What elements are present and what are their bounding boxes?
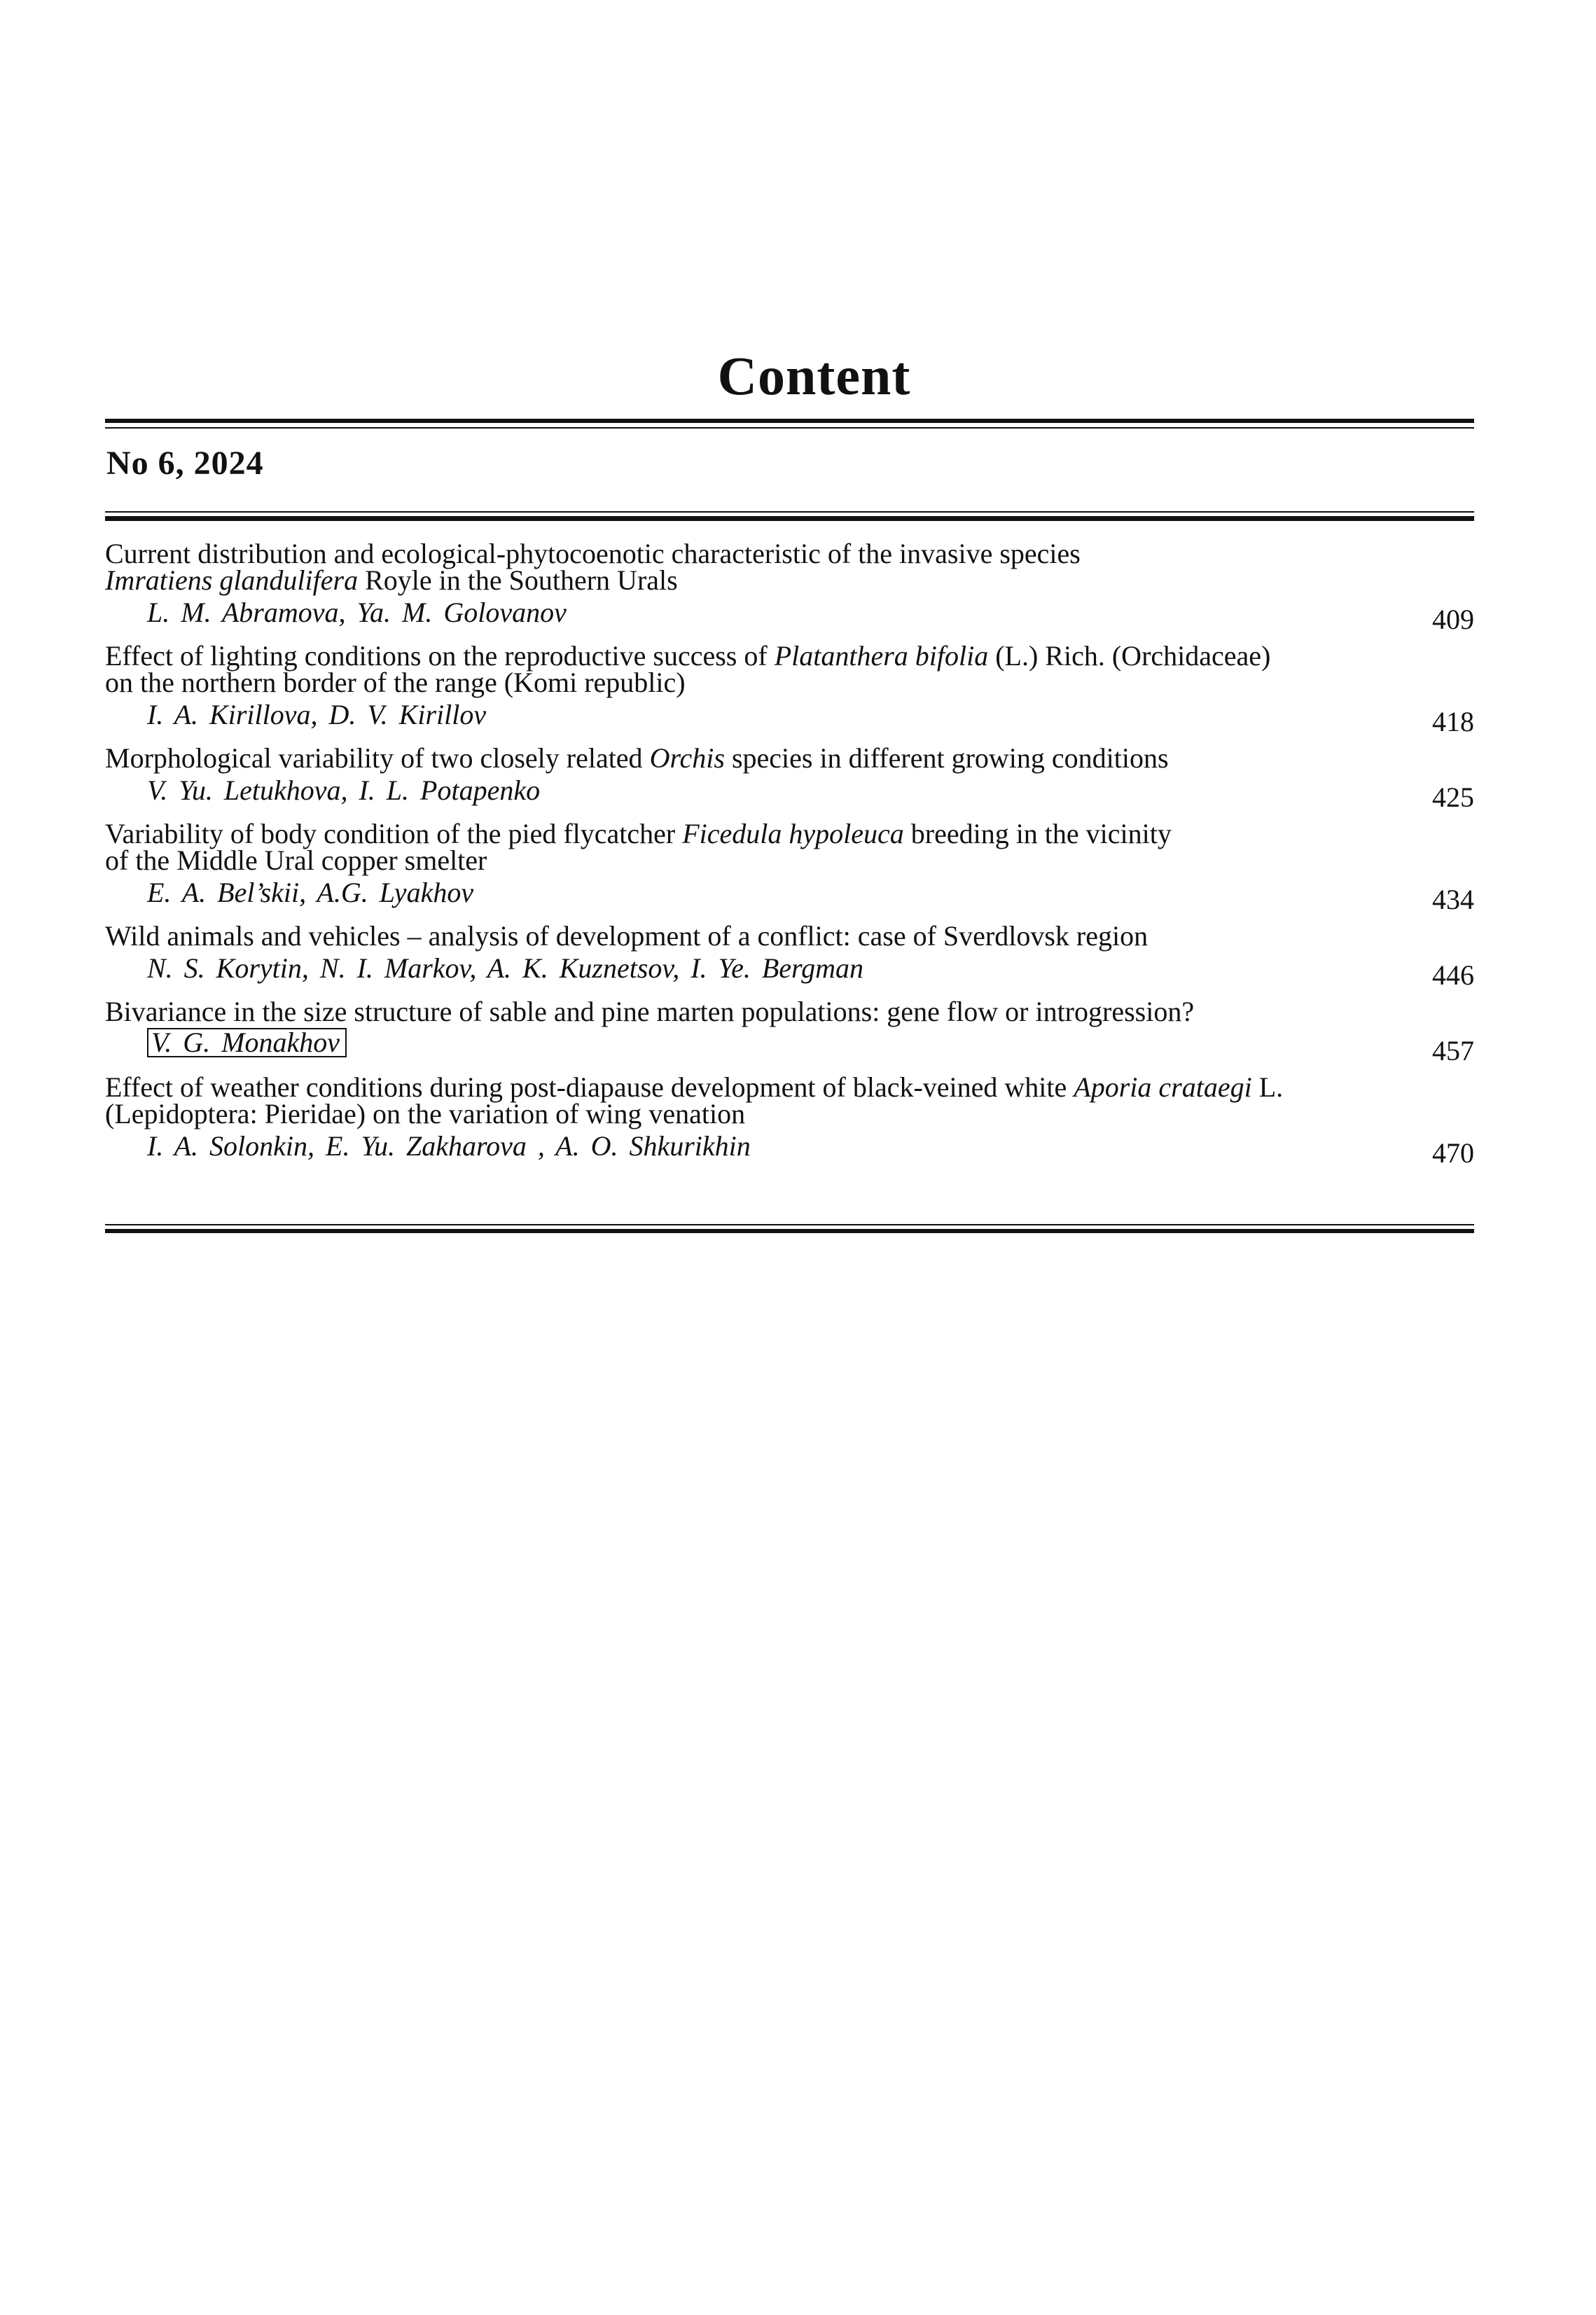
page-number: 446 xyxy=(1432,959,1474,991)
article-authors: I. A. Solonkin, E. Yu. Zakharova , A. O. Shkurikhin xyxy=(147,1130,751,1162)
article-title-line xyxy=(105,818,1408,849)
toc-entry xyxy=(105,538,1474,635)
title-text: Effect of lighting conditions on the reproductive success of xyxy=(105,640,775,672)
article-authors: L. M. Abramova, Ya. M. Golovanov xyxy=(147,597,567,628)
title-text: Bivariance in the size structure of sable and pine marten populations: gene flow or introgression? xyxy=(105,996,1195,1027)
authors-row xyxy=(105,1127,1474,1169)
article-title-line xyxy=(105,564,1408,596)
article-title-line xyxy=(105,1098,1408,1129)
species-name: Imratiens glandulifera xyxy=(105,564,359,596)
issue-label: No 6, 2024 xyxy=(106,445,264,482)
title-text: Effect of weather conditions during post-diapause development of black-veined white xyxy=(105,1071,1074,1103)
species-name: Platanthera bifolia xyxy=(774,640,989,672)
article-title-line xyxy=(105,669,1408,696)
title-text: breeding in the vicinity xyxy=(903,818,1172,849)
article-title-line xyxy=(105,844,1408,876)
footer-rule-thick xyxy=(105,1229,1474,1233)
authors-row xyxy=(105,874,1474,915)
header-rule-thick xyxy=(105,516,1474,521)
toc-entry xyxy=(105,818,1474,915)
title-text: on the northern border of the range (Komi republic) xyxy=(105,667,686,698)
footer-rule-thin xyxy=(105,1224,1474,1225)
article-authors: N. S. Korytin, N. I. Markov, A. K. Kuznetsov, I. Ye. Bergman xyxy=(147,952,863,984)
article-title-line xyxy=(105,920,1408,952)
title-text: Morphological variability of two closely related xyxy=(105,742,650,774)
authors-row xyxy=(105,696,1474,737)
page-number: 418 xyxy=(1432,706,1474,737)
article-title-line xyxy=(105,996,1408,1027)
authors-row xyxy=(105,1025,1474,1066)
toc-entry xyxy=(105,996,1474,1066)
title-text: (Lepidoptera: Pieridae) on the variation of wing venation xyxy=(105,1098,746,1129)
title-rule-thick xyxy=(105,419,1474,423)
species-name: Orchis xyxy=(649,742,725,774)
toc-entry xyxy=(105,742,1474,813)
toc-entry xyxy=(105,1071,1474,1169)
page-number: 409 xyxy=(1432,604,1474,635)
authors-row xyxy=(105,950,1474,991)
page-number: 434 xyxy=(1432,884,1474,915)
page-title: Content xyxy=(717,345,911,406)
title-text: Royle in the Southern Urals xyxy=(358,564,678,596)
article-title-line xyxy=(105,1071,1408,1103)
title-text: L. xyxy=(1251,1071,1284,1103)
article-authors: V. Yu. Letukhova, I. L. Potapenko xyxy=(147,774,541,806)
toc-entry xyxy=(105,920,1474,991)
title-text: Current distribution and ecological-phytocoenotic characteristic of the invasive species xyxy=(105,538,1081,569)
article-title-line xyxy=(105,742,1408,774)
title-text: of the Middle Ural copper smelter xyxy=(105,844,487,876)
toc-entry xyxy=(105,640,1474,737)
title-text: (L.) Rich. (Orchidaceae) xyxy=(988,640,1271,672)
authors-row xyxy=(105,772,1474,813)
article-title-line xyxy=(105,538,1408,569)
article-authors: E. A. Bel’skii, A.G. Lyakhov xyxy=(147,877,474,908)
article-authors: I. A. Kirillova, D. V. Kirillov xyxy=(147,699,487,730)
page-number: 425 xyxy=(1432,781,1474,813)
title-text: species in different growing conditions xyxy=(724,742,1169,774)
header-rule-thin xyxy=(105,511,1474,513)
species-name: Ficedula hypoleuca xyxy=(682,818,904,849)
title-text: Wild animals and vehicles – analysis of development of a conflict: case of Sverdlovsk region xyxy=(105,920,1149,952)
title-text: Variability of body condition of the pied flycatcher xyxy=(105,818,683,849)
title-rule-thin xyxy=(105,427,1474,429)
authors-row xyxy=(105,594,1474,635)
table-of-contents xyxy=(105,538,1474,1176)
page-number: 457 xyxy=(1432,1035,1474,1066)
species-name: Aporia crataegi xyxy=(1074,1071,1252,1103)
article-title-line xyxy=(105,640,1408,672)
article-authors: V. G. Monakhov xyxy=(147,1028,347,1057)
page-number: 470 xyxy=(1432,1137,1474,1169)
